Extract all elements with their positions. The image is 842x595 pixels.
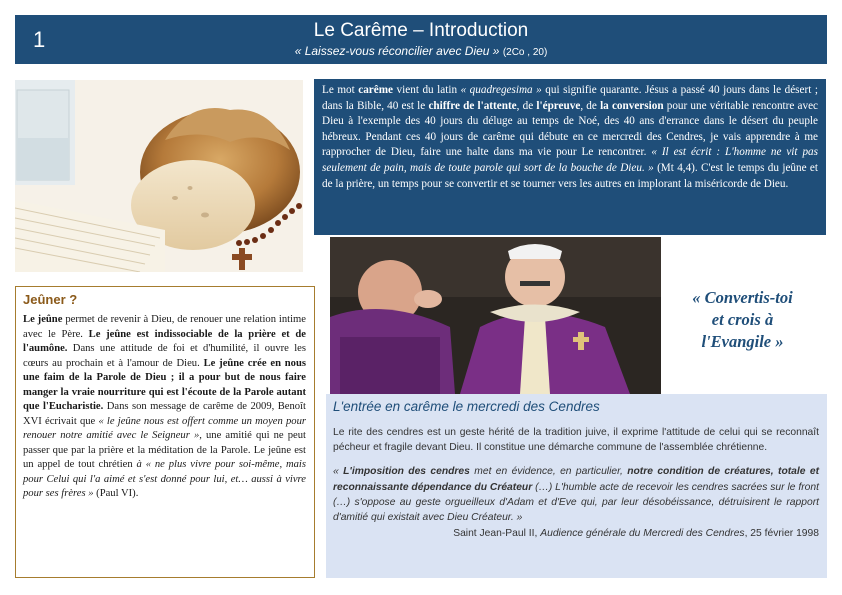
page-subtitle <box>15 44 827 58</box>
subtitle-quote: « Laissez-vous réconcilier avec Dieu » <box>294 44 500 58</box>
fasting-italic: à « ne plus vivre pour soi-même, mais pour Celui qui l'a aimé et s'est donné pour lui, et… aussi à vivre pour ses frères » <box>23 459 306 499</box>
intro-bold: carême <box>358 84 394 96</box>
fasting-span: Dans son message de carême de 2009, Benoît XVI écrivait que <box>23 401 306 427</box>
fasting-box <box>15 286 315 578</box>
source-date: , 25 février 1998 <box>744 528 819 540</box>
intro-text: vient du latin <box>393 84 461 96</box>
intro-bold: chiffre de l'attente <box>428 99 517 112</box>
fasting-title: Jeûner ? <box>23 292 78 307</box>
quote-bold: notre condition de créatures, totale et reconnaissante dépendance du Créateur <box>333 466 820 493</box>
intro-text-box <box>314 79 826 235</box>
header-banner <box>15 15 827 64</box>
intro-text: Le mot <box>322 84 359 96</box>
fasting-span: Dans une attitude de foi et d'humilité, il ouvre les cœurs au prochain et à l'amour de Dieu. <box>23 343 306 369</box>
convert-quote-line: l'Evangile » <box>701 332 784 351</box>
intro-text: qui signifie quarante. Jésus a passé 40 jours dans le désert ; dans la Bible, 40 est le <box>322 84 818 112</box>
convert-quote-line: « Convertis-toi <box>692 288 793 307</box>
fasting-span: (Paul VI). <box>93 488 139 499</box>
convert-quote <box>665 287 820 353</box>
quote-bold: L'imposition des cendres <box>343 466 470 478</box>
ash-wednesday-paragraph: Le rite des cendres est un geste hérité de la tradition juive, il exprime l'attitude de celui qui se reconnaît pécheur et fragile devant Dieu. Il constitue une démarche commune de l'assemblée chrétienne. <box>333 427 819 454</box>
quote-span: (…) L'humble acte de recevoir les cendres sacrées sur le front (…) s'oppose au geste orgueilleux d'Adam et d'Eve qui, par leur désobéissance, détruisirent le rapport d'amitié qui existait avec Dieu Créateur. » <box>333 481 819 524</box>
intro-text: pour une véritable rencontre avec Dieu à l'exemple des 40 jours du déluge au temps de Noé, des 40 ans d'errance dans le désert du peuple hébreux. Pendant ces 40 jours de carême qui débute en ce mercredi des Cendres, je vais apprendre à me rapprocher de Dieu, faire une halte dans ma vie pour Le rencontrer. <box>322 99 819 159</box>
fasting-span: , une amitié qui ne peut passer que par la prière et la méditation de la Parole. Le jeûne est un appel de tout chrétien <box>23 430 306 470</box>
bread-bible-photo <box>15 80 303 272</box>
page-number: 1 <box>33 27 46 52</box>
quote-span: « <box>333 466 344 478</box>
fasting-bold: Le jeûne est indissociable de la prière et de l'aumône. <box>23 328 307 354</box>
intro-scripture-quote: « Il est écrit : L'homme ne vit pas seulement de pain, mais de toute parole qui sort de la bouche de Dieu. » <box>322 146 818 174</box>
intro-bold: la conversion <box>600 99 664 112</box>
fasting-bold: Le jeûne <box>23 314 63 325</box>
ash-wednesday-photo <box>330 237 661 394</box>
page-title: Le Carême – Introduction <box>313 20 529 41</box>
convert-quote-line: et crois à <box>711 310 774 329</box>
ash-wednesday-title: L'entrée en carême le mercredi des Cendres <box>333 399 600 414</box>
fasting-text <box>23 313 306 502</box>
intro-text: , de <box>580 99 601 112</box>
source-author: Saint Jean-Paul II, <box>453 528 541 540</box>
fasting-bold: Le jeûne crée en nous une faim de la Parole de Dieu ; il a pour but de nous faire manger la vraie nourriture qui est l'écoute de la Parole autant que l'Eucharistie. <box>23 357 306 412</box>
quote-source <box>333 526 819 541</box>
intro-text: (Mt 4,4). C'est le temps du jeûne et de la prière, un temps pour se convertir et se tourner vers les autres en implorant la miséricorde de Dieu. <box>322 161 818 190</box>
source-work: Audience générale du Mercredi des Cendres <box>540 528 745 540</box>
subtitle-reference: (2Co , 20) <box>502 47 548 58</box>
ash-wednesday-box <box>326 394 827 578</box>
fasting-italic: « le jeûne nous est offert comme un moyen pour renouer notre amitié avec le Seigneur » <box>23 415 306 441</box>
intro-bold: l'épreuve <box>536 99 581 112</box>
quote-span: met en évidence, en particulier, <box>469 466 628 478</box>
ash-wednesday-quote <box>333 464 819 525</box>
intro-text: , de <box>516 99 537 112</box>
intro-italic: « quadregesima » <box>460 84 542 96</box>
fasting-span: permet de revenir à Dieu, de renouer une relation intime avec le Père. <box>23 314 306 340</box>
